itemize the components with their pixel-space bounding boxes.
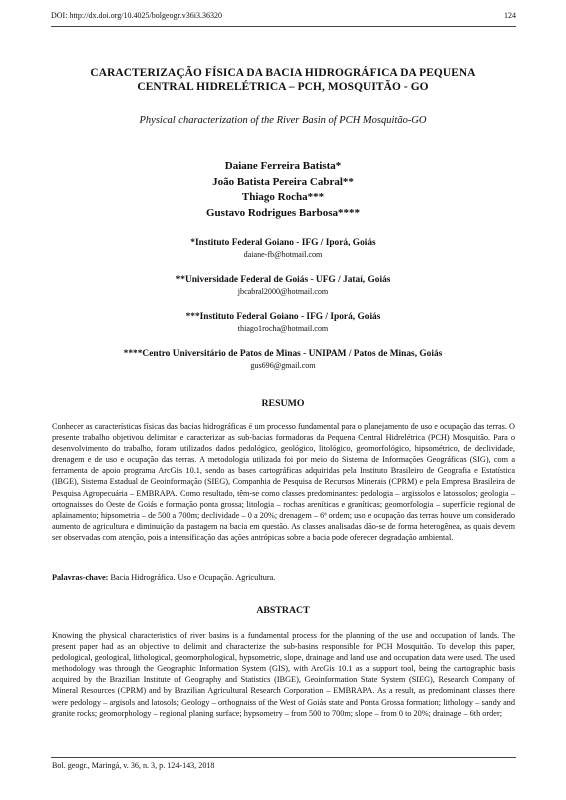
affiliation-email[interactable]: gus696@gmail.com bbox=[250, 361, 316, 370]
author-name: Gustavo Rodrigues Barbosa**** bbox=[205, 206, 361, 219]
author-name: Daiane Ferreira Batista* bbox=[224, 160, 342, 172]
journal-citation: Bol. geogr., Maringá, v. 36, n. 3, p. 124-143, 2018 bbox=[52, 761, 215, 770]
abstract-text: Knowing the physical characteristics of river basins is a fundamental process for the planning of the use and occupation of lands. The present paper had as an objective to delimit and characterize the sub-basins responsible for PCH Mosquitão. To develop this paper, pedological, geological, lithological, geomorphological, hypsometric, slope, drainage and land use and occupation data were used. The used methodology was through the Geographic Information System (GIS), with ArcGis 10.1 as a support tool, being the cartographic basis acquired by the Brazilian Institute of Geography and Statistics (IBGE), Geoinformation State System (SIEG), Research Company of Mineral Resources (CPRM) and by Brazilian Agricultural Research Corporation – EMBRAPA. As a result, as predominant classes there were pedology – argisols and latosols; Geology – orthognaiss of the West of Goiás state and Ponta Grossa formation; lithology – sandy and granite rocks; geomorphology – regional planing surface; hypsometry – from 500 to 700m; slope – from 0 to 20%; drainage – 6th order; bbox=[52, 631, 515, 718]
affiliation bbox=[40, 274, 526, 297]
article-title bbox=[40, 66, 526, 94]
resumo-heading: RESUMO bbox=[261, 398, 305, 409]
title-line-1: CARACTERIZAÇÃO FÍSICA DA BACIA HIDROGRÁFICA DA PEQUENA bbox=[90, 67, 476, 79]
affiliation bbox=[40, 311, 526, 334]
affiliation-institution: *Instituto Federal Goiano - IFG / Iporá, Goiás bbox=[190, 238, 376, 248]
footer-rule bbox=[51, 757, 516, 758]
affiliation-institution: ****Centro Universitário de Patos de Minas - UNIPAM / Patos de Minas, Goiás bbox=[123, 349, 443, 359]
affiliation-institution: **Universidade Federal de Goiás - UFG / Jataí, Goiás bbox=[175, 275, 391, 285]
doi-link[interactable]: DOI: http://dx.doi.org/10.4025/bolgeogr.v36i3.36320 bbox=[51, 11, 222, 20]
page-number: 124 bbox=[504, 11, 516, 20]
title-line-2: CENTRAL HIDRELÉTRICA – PCH, MOSQUITÃO - GO bbox=[137, 81, 429, 93]
keywords-text: Bacia Hidrográfica. Uso e Ocupação. Agricultura. bbox=[108, 573, 276, 582]
affiliation bbox=[40, 348, 526, 371]
english-title: Physical characterization of the River Basin of PCH Mosquitão-GO bbox=[139, 115, 427, 126]
affiliation bbox=[40, 237, 526, 260]
author-name: João Batista Pereira Cabral** bbox=[212, 175, 354, 188]
affiliation-email[interactable]: daiane-fb@hotmail.com bbox=[243, 250, 323, 259]
author-name: Thiago Rocha*** bbox=[241, 191, 325, 203]
affiliation-email[interactable]: thiago1rocha@hotmail.com bbox=[237, 324, 329, 333]
header-rule bbox=[51, 26, 516, 27]
resumo-text: Conhecer as características físicas das bacias hidrográficas é um processo fundamental para o planejamento de uso e ocupação das terras. O presente trabalho objetivou delimitar e caracterizar as sub-bacias formadoras da Pequena Central Hidrelétrica (PCH) Mosquitão. Para o desenvolvimento do trabalho, foram utilizados dados pedológico, geológico, litológico, geomorfológico, hipsométrico, de declividade, drenagem e de uso e ocupação das terras. A metodologia utilizada foi por meio do Sistema de Informações Geográficas (SIG), com a ferramenta de apoio programa ArcGis 10.1, sendo as bases cartográficas adquiridas pela Instituto Brasileiro de Geografia e Estatística (IBGE), Sistema Estadual de Geoinformação (SIEG), Companhia de Pesquisa de Recursos Minerais (CPRM) e pela Empresa Brasileira de Pesquisa Agropecuária – EMBRAPA. Como resultado, têm-se como classes predominantes: pedologia – argissolos e latossolos; geologia – ortognaisses do Oeste de Goiás e formação ponta grossa; litologia – rochas areníticas e graníticas; geomorfologia – superfície regional de aplainamento; hipsometria – de 500 a 700m; declividade – 0 a 20%; drenagem – 6ª ordem; uso e ocupação das terras houve um considerado aumento de agricultura e diminuição da pastagem na bacia em questão. As classes analisadas dão-se de forma heterogênea, as quais devem ser observadas com atenção, pois a intensificação das ações antrópicas sobre a bacia pode oferecer degradação ambiental. bbox=[52, 422, 515, 542]
abstract-heading: ABSTRACT bbox=[256, 605, 310, 616]
keywords-label: Palavras-chave: bbox=[52, 573, 109, 582]
affiliation-email[interactable]: jbcabral2000@hotmail.com bbox=[237, 287, 329, 296]
author-list bbox=[40, 159, 526, 221]
affiliation-institution: ***Instituto Federal Goiano - IFG / Iporá, Goiás bbox=[185, 312, 381, 322]
keywords bbox=[52, 573, 275, 582]
